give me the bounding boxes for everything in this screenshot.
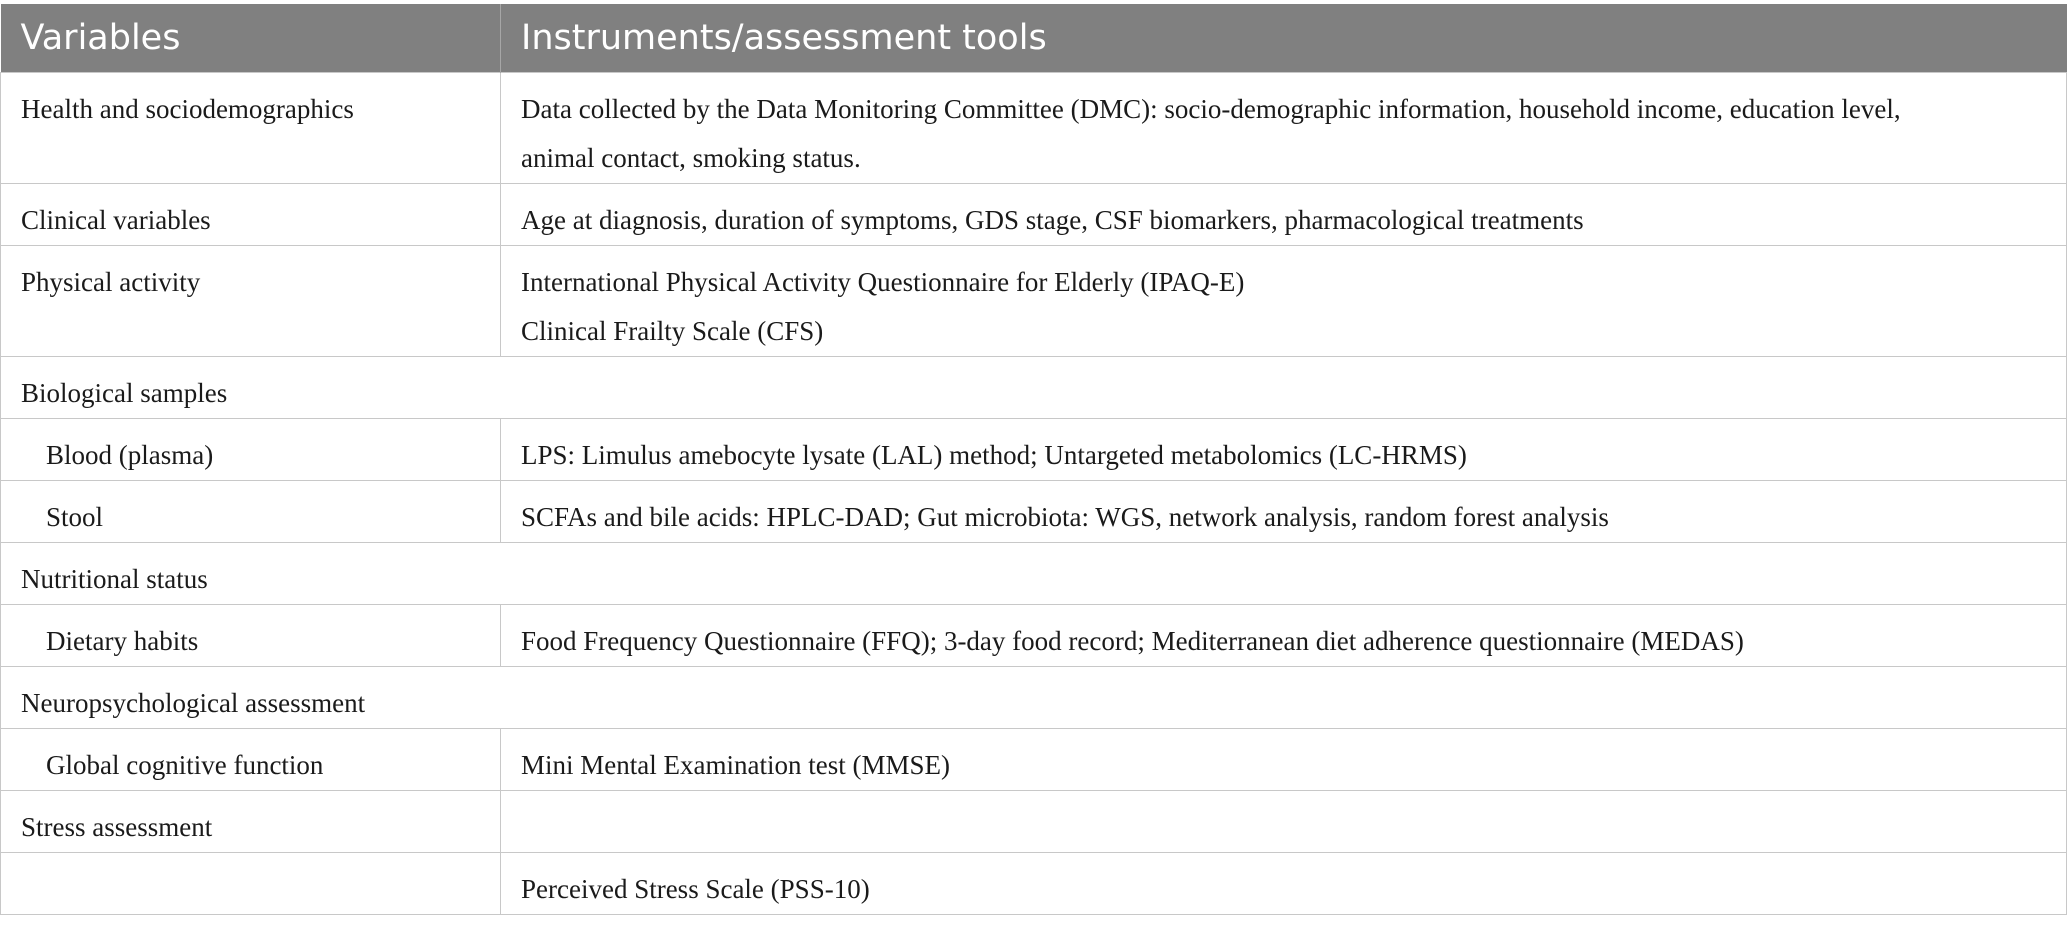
tool-cell xyxy=(501,728,2067,790)
variable-cell: Health and sociodemographics xyxy=(1,72,501,183)
instruments-table-container xyxy=(0,4,2066,915)
tool-line: animal contact, smoking status. xyxy=(521,142,861,173)
tool-line: Food Frequency Questionnaire (FFQ); 3-day food record; Mediterranean diet adherence questionnaire (MEDAS) xyxy=(521,625,1744,656)
variable-cell: Clinical variables xyxy=(1,183,501,245)
tool-cell xyxy=(501,604,2067,666)
variable-cell: Global cognitive function xyxy=(1,728,501,790)
variable-cell: Stool xyxy=(1,480,501,542)
variable-cell: Blood (plasma) xyxy=(1,418,501,480)
section-row xyxy=(1,666,2067,728)
table-row xyxy=(1,604,2067,666)
section-label: Nutritional status xyxy=(1,542,2067,604)
section-label: Neuropsychological assessment xyxy=(1,666,2067,728)
table-row xyxy=(1,183,2067,245)
section-label: Biological samples xyxy=(1,356,2067,418)
tool-cell xyxy=(501,418,2067,480)
table-row xyxy=(1,72,2067,183)
table-row xyxy=(1,480,2067,542)
table-row xyxy=(1,418,2067,480)
instruments-table xyxy=(0,4,2067,915)
tool-line: International Physical Activity Questionnaire for Elderly (IPAQ-E) xyxy=(521,266,1245,297)
variable-cell: Stress assessment xyxy=(1,790,501,852)
tool-line: Perceived Stress Scale (PSS-10) xyxy=(521,873,870,904)
table-row xyxy=(1,790,2067,852)
table-row xyxy=(1,852,2067,914)
section-row xyxy=(1,542,2067,604)
header-instruments: Instruments/assessment tools xyxy=(501,4,2067,72)
variable-cell: Dietary habits xyxy=(1,604,501,666)
tool-line: Age at diagnosis, duration of symptoms, GDS stage, CSF biomarkers, pharmacological treatments xyxy=(521,204,1584,235)
variable-cell: Physical activity xyxy=(1,245,501,356)
table-row xyxy=(1,245,2067,356)
table-row xyxy=(1,728,2067,790)
tool-cell xyxy=(501,245,2067,356)
tool-line: SCFAs and bile acids: HPLC-DAD; Gut microbiota: WGS, network analysis, random forest analysis xyxy=(521,501,1609,532)
tool-line: Clinical Frailty Scale (CFS) xyxy=(521,315,824,346)
tool-cell xyxy=(501,480,2067,542)
header-variables: Variables xyxy=(1,4,501,72)
tool-cell xyxy=(501,183,2067,245)
table-header-row xyxy=(1,4,2067,72)
tool-cell xyxy=(501,790,2067,852)
variable-cell xyxy=(1,852,501,914)
tool-line: LPS: Limulus amebocyte lysate (LAL) method; Untargeted metabolomics (LC-HRMS) xyxy=(521,439,1467,470)
tool-cell xyxy=(501,72,2067,183)
tool-line: Mini Mental Examination test (MMSE) xyxy=(521,749,950,780)
tool-line: Data collected by the Data Monitoring Committee (DMC): socio-demographic information, household income, education level, xyxy=(521,93,1901,124)
tool-cell xyxy=(501,852,2067,914)
section-row xyxy=(1,356,2067,418)
